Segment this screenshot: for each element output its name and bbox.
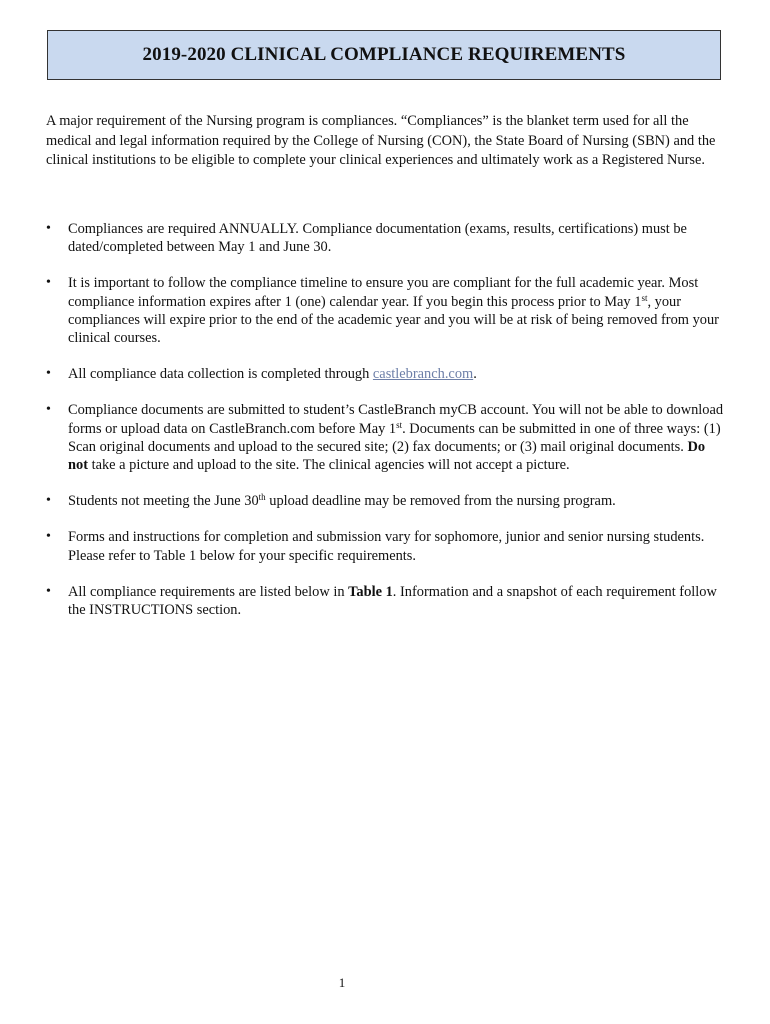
bullet-text: Compliance documents are submitted to student’s CastleBranch myCB account. You will not be able to download forms or upload data on CastleBranch.com before May 1 bbox=[68, 402, 724, 437]
bullet-text: All compliance data collection is completed through bbox=[68, 366, 373, 383]
bold-text: Do not bbox=[68, 438, 706, 474]
bullet-text: , your compliances will expire prior to the end of the academic year and you will be at risk of being removed from your clinical courses. bbox=[68, 293, 719, 347]
list-item bbox=[46, 401, 728, 474]
list-item bbox=[46, 528, 728, 564]
bullet-text: Students not meeting the June 30 bbox=[68, 493, 259, 510]
bullet-icon: • bbox=[46, 275, 51, 291]
bold-text: Table 1 bbox=[348, 583, 393, 600]
superscript: st bbox=[396, 419, 403, 430]
bullet-text: . Documents can be submitted in one of three ways: (1) Scan original documents and upload to the secured site; (2) fax documents; or (3) mail original documents. bbox=[68, 420, 721, 455]
bullet-icon: • bbox=[46, 221, 51, 236]
bullet-text: . Information and a snapshot of each requirement follow the INSTRUCTIONS section. bbox=[68, 583, 717, 619]
title-box bbox=[47, 30, 721, 80]
bullet-icon: • bbox=[46, 529, 51, 545]
bullet-text: . bbox=[473, 366, 477, 383]
bullet-icon: • bbox=[46, 402, 51, 418]
page-title: 2019-2020 CLINICAL COMPLIANCE REQUIREMENTS bbox=[142, 44, 626, 65]
bullet-text: Forms and instructions for completion and submission vary for sophomore, junior and senior nursing students. Please refer to Table 1 below for your specific requirements. bbox=[68, 529, 705, 564]
bullet-text: All compliance requirements are listed below in bbox=[68, 583, 349, 600]
list-item bbox=[46, 274, 728, 347]
bullet-icon: • bbox=[46, 583, 51, 599]
page-number: 1 bbox=[338, 975, 346, 990]
intro-paragraph: A major requirement of the Nursing program is compliances. “Compliances” is the blanket term used for all the medical and legal information required by the College of Nursing (CON), the State Board of Nursing (SBN) and the clinical institutions to be eligible to complete your clinical experiences and ultimately work as a Registered Nurse. bbox=[46, 113, 716, 169]
bullet-text: upload deadline may be removed from the nursing program. bbox=[265, 493, 616, 510]
bullet-icon: • bbox=[46, 493, 51, 509]
bullet-text: It is important to follow the compliance timeline to ensure you are compliant for the full academic year. Most compliance information expires after 1 (one) calendar year. If you begin this process prior to May 1 bbox=[68, 275, 699, 310]
bullet-text: Compliances are required ANNUALLY. Compliance documentation (exams, results, certifications) must be dated/completed between May 1 and June 30. bbox=[68, 221, 687, 256]
castlebranch-link[interactable]: castlebranch.com bbox=[372, 366, 474, 383]
requirements-list bbox=[46, 220, 728, 637]
list-item bbox=[46, 220, 728, 256]
list-item bbox=[46, 492, 728, 510]
list-item bbox=[46, 583, 728, 619]
bullet-text: take a picture and upload to the site. The clinical agencies will not accept a picture. bbox=[88, 457, 570, 474]
bullet-icon: • bbox=[46, 366, 51, 382]
list-item bbox=[46, 365, 728, 383]
superscript: th bbox=[258, 492, 266, 503]
superscript: st bbox=[641, 292, 648, 303]
